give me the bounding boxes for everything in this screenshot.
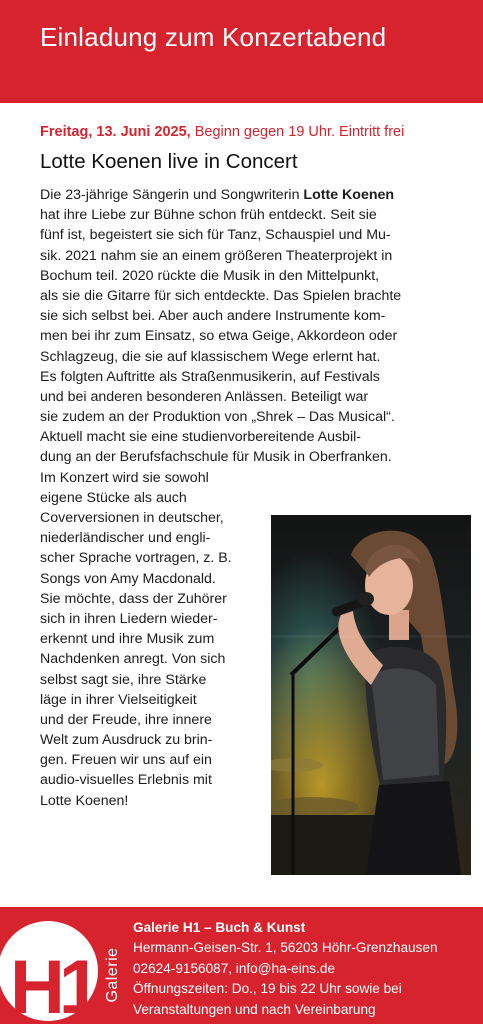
body-line: Welt zum Ausdruck zu brin- [40, 732, 213, 749]
artist-name: Lotte Koenen [303, 187, 395, 203]
body-line: sich in ihren Liedern wieder- [40, 610, 218, 627]
body-line: Im Konzert wird sie sowohl [40, 469, 209, 486]
body-line: Coverversionen in deutscher, [40, 510, 224, 526]
body-line: Bochum teil. 2020 rückte die Musik in den Mittelpunkt, [40, 267, 380, 284]
h1-logo [0, 913, 100, 1024]
gallery-contact-info [133, 918, 478, 1020]
gallery-contact: 02624-9156087, info@ha-eins.de [133, 960, 336, 976]
body-line: Schlagzeug, die sie auf klassischem Wege erlernt hat. [40, 348, 381, 365]
body-line: läge in ihrer Vielseitigkeit [40, 691, 197, 708]
body-line: Songs von Amy Macdonald. [40, 570, 216, 587]
gallery-name: Galerie H1 – Buch & Kunst [133, 920, 306, 935]
intro-text: Die 23-jährige Sängerin und Songwriterin [40, 187, 304, 203]
body-line: niederländischer und engli- [40, 530, 211, 547]
gallery-address: Hermann-Geisen-Str. 1, 56203 Höhr-Grenzhausen [133, 940, 438, 956]
body-line: sie zudem an der Produktion von „Shrek – Das Musical“. [40, 409, 395, 426]
opening-hours-continued: Veranstaltungen und nach Vereinbarung [133, 1001, 376, 1017]
body-line: sie sich selbst bei. Aber auch andere Instrumente kom- [40, 308, 386, 325]
body-line: erkennt und ihre Musik zum [40, 631, 215, 648]
event-info [40, 124, 404, 140]
body-line: audio-visuelles Erlebnis mit [40, 772, 212, 789]
body-line: gen. Freuen wir uns auf ein [40, 752, 212, 769]
event-details: Beginn gegen 19 Uhr. Eintritt frei [194, 124, 405, 140]
opening-hours: Öffnungszeiten: Do., 19 bis 22 Uhr sowie bei [133, 981, 402, 997]
body-line: dung an der Berufsfachschule für Musik in Oberfranken. [40, 449, 392, 466]
body-line: selbst sagt sie, ihre Stärke [40, 671, 207, 688]
logo-graphic [0, 913, 100, 1024]
body-line: hat ihre Liebe zur Bühne schon früh entdeckt. Seit sie [40, 207, 377, 224]
body-line: Nachdenken anregt. Von sich [40, 651, 226, 668]
concert-headline: Lotte Koenen live in Concert [40, 150, 298, 173]
body-line: und bei anderen besonderen Anlässen. Beteiligt war [40, 388, 369, 405]
singer-photo [271, 515, 471, 875]
singer-photo-illustration [271, 515, 471, 875]
body-line: und der Freude, ihre innere [40, 711, 212, 728]
body-line [40, 185, 460, 205]
body-line: Sie möchte, dass der Zuhörer [40, 590, 227, 607]
header-banner [0, 0, 483, 103]
body-line: Lotte Koenen! [40, 792, 129, 809]
page-title: Einladung zum Konzertabend [40, 22, 387, 52]
body-line: Es folgten Auftritte als Straßenmusikerin, auf Festivals [40, 368, 380, 385]
body-line: sik. 2021 nahm sie an einem größeren Theaterprojekt in [40, 247, 393, 264]
body-line: Aktuell macht sie eine studienvorbereitende Ausbil- [40, 429, 361, 446]
body-line: fünf ist, begeistert sie sich für Tanz, Schauspiel und Mu- [40, 227, 391, 244]
body-line: eigene Stücke als auch [40, 489, 187, 506]
body-line: als sie die Gitarre für sich entdeckte. Das Spielen brachte [40, 287, 402, 304]
galerie-vertical-label [103, 935, 123, 1015]
body-line: scher Sprache vortragen, z. B. [40, 550, 232, 567]
vertical-label-text: Galerie [104, 947, 121, 1003]
body-line: men bei ihr zum Einsatz, so etwa Geige, Akkordeon oder [40, 328, 398, 345]
logo-text: H1 [10, 945, 96, 1024]
event-date: Freitag, 13. Juni 2025, [40, 124, 191, 140]
